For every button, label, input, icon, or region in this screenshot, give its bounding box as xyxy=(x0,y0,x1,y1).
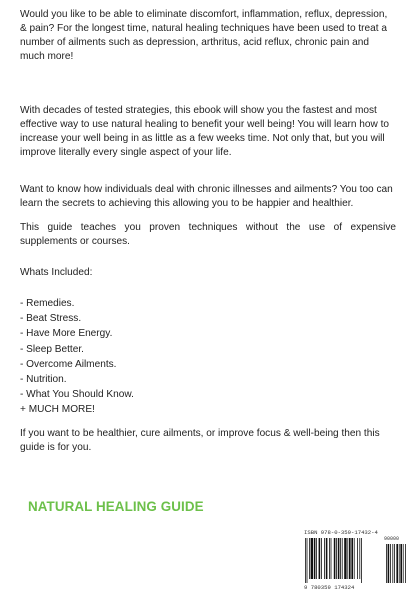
list-item: - Beat Stress. xyxy=(20,313,82,325)
barcode-bar xyxy=(334,538,336,579)
barcode-bar xyxy=(344,538,346,579)
barcode-addon-bar xyxy=(400,544,402,583)
barcode-bar xyxy=(331,538,332,579)
barcode-addon-bar xyxy=(388,544,390,583)
included-list xyxy=(20,296,320,418)
barcode-addon-bar xyxy=(399,544,400,583)
barcode-bar xyxy=(321,538,322,579)
barcode-bar xyxy=(354,538,355,579)
barcode-addon-bar xyxy=(405,544,406,583)
list-item: - Overcome Ailments. xyxy=(20,358,117,370)
barcode-digits: 9 780359 174324 xyxy=(304,584,355,591)
barcode-bar xyxy=(307,538,308,583)
addon-number: 90000 xyxy=(384,536,400,542)
list-item: - Sleep Better. xyxy=(20,343,84,355)
barcode-bar xyxy=(324,538,325,579)
barcode-bar xyxy=(329,538,330,579)
barcode-bar xyxy=(314,538,316,579)
list-item: - Nutrition. xyxy=(20,373,67,385)
description-paragraph-4: This guide teaches you proven techniques without the use of expensive supplements or courses. xyxy=(20,222,396,247)
barcode-bars xyxy=(304,538,416,583)
barcode-addon-bar xyxy=(394,544,395,583)
barcode-bar xyxy=(326,538,328,579)
description-paragraph-3: Want to know how individuals deal with chronic illnesses and ailments? You too can learn the secrets to achieving this allowing you to be happier and healthier. xyxy=(20,184,393,209)
barcode-bar xyxy=(316,538,317,579)
barcode-bar xyxy=(359,538,360,579)
list-item: - Have More Energy. xyxy=(20,328,113,340)
barcode-bar xyxy=(336,538,337,579)
barcode-bar xyxy=(305,538,306,583)
barcode-addon-bar xyxy=(392,544,393,583)
description-paragraph-2: With decades of tested strategies, this ebook will show you the fastest and most effective way to use natural healing to benefit your well being! You will learn how to increase your well being in as little as a few weeks time. Not only that, but you will improve literally every single aspect of your life. xyxy=(20,105,390,158)
list-item: - Remedies. xyxy=(20,298,75,309)
barcode-bar xyxy=(311,538,313,579)
barcode-bar xyxy=(349,538,351,579)
description-paragraph-1: Would you like to be able to eliminate discomfort, inflammation, reflux, depression, & pain? For the longest time, natural healing techniques have been used to treat a number of ailments such as depression, arthritus, acid reflux, chronic pain and much more! xyxy=(20,9,388,62)
barcode-bar xyxy=(340,538,341,579)
isbn-label: ISBN 978-0-359-17432-4 xyxy=(304,529,378,536)
book-title: NATURAL HEALING GUIDE xyxy=(28,499,204,514)
barcode-bar xyxy=(309,538,310,579)
list-item: + MUCH MORE! xyxy=(20,404,95,416)
list-item: - What You Should Know. xyxy=(20,389,134,401)
barcode-bar xyxy=(319,538,321,579)
included-heading: Whats Included: xyxy=(20,267,93,278)
barcode-bar xyxy=(338,538,340,579)
barcode-bar xyxy=(351,538,353,579)
isbn-barcode xyxy=(302,529,416,593)
barcode-addon-bar xyxy=(386,544,387,583)
barcode-addon-bar xyxy=(396,544,398,583)
closing-paragraph: If you want to be healthier, cure ailments, or improve focus & well-being then this guide is for you. xyxy=(20,428,380,453)
barcode-bar xyxy=(342,538,343,579)
barcode-bar xyxy=(361,538,362,583)
barcode-addon-bar xyxy=(403,544,404,583)
barcode-addon-bar xyxy=(390,544,391,583)
barcode-bar xyxy=(357,538,358,579)
barcode-bar xyxy=(347,538,348,579)
